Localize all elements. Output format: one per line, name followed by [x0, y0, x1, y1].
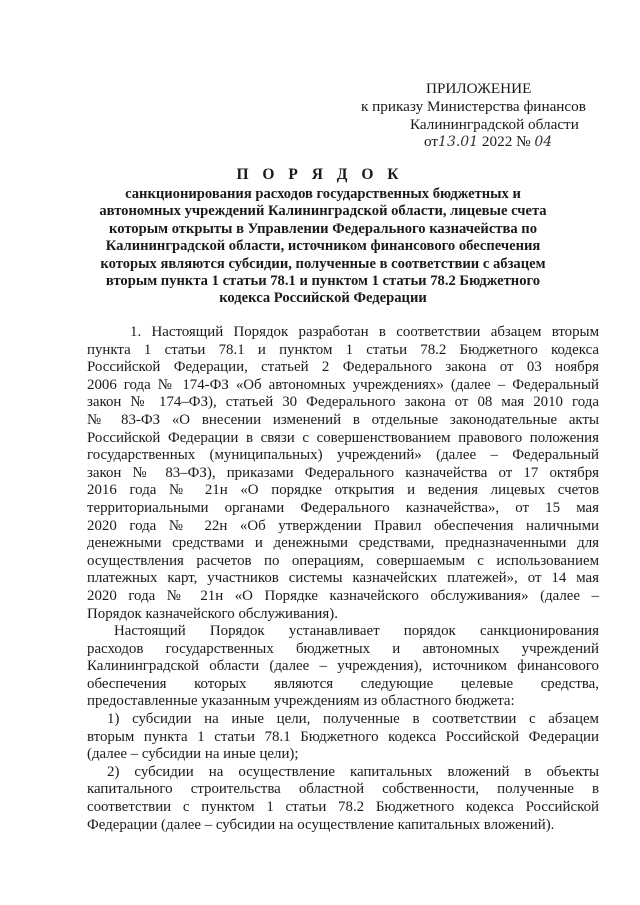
- appendix-region-line: Калининградской области: [410, 115, 579, 133]
- body-line: осуществления расчетов по операциям, совершаемым с использованием: [87, 552, 599, 569]
- body-line: закон № 174–ФЗ), статьей 30 Федерального закона от 08 мая 2010 года: [87, 394, 599, 411]
- body-line: Калининградской области (далее – учреждения), источником финансового: [87, 658, 599, 675]
- body-line: № 83-ФЗ «О внесении изменений в отдельные законодательные акты: [87, 411, 599, 428]
- body-line: 2006 года № 174-ФЗ «Об автономных учреждениях» (далее – Федеральный: [87, 376, 599, 393]
- body-line: Порядок казначейского обслуживания).: [87, 605, 338, 622]
- handwritten-date: 13.01: [438, 134, 479, 151]
- appendix-date-line: [352, 133, 602, 152]
- body-line: закон № 83–ФЗ), приказами Федерального казначейства от 17 октября: [87, 464, 599, 481]
- body-line: платежных карт, участников системы казначейских платежей», от 14 мая: [87, 570, 599, 587]
- subtitle-line: кодекса Российской Федерации: [219, 290, 427, 307]
- body-line: денежными средствами и денежными средствами, предназначенными для: [87, 535, 599, 552]
- subtitle-line: Калининградской области, источником финансового обеспечения: [105, 238, 541, 255]
- body-line: Российской Федерации в связи с совершенствованием правового положения: [87, 429, 599, 446]
- body-line: (далее – субсидии на иные цели);: [87, 746, 299, 763]
- year-number-label: 2022 №: [481, 133, 531, 151]
- body-line: 2016 года № 21н «О порядке открытия и ведения лицевых счетов: [87, 482, 599, 499]
- appendix-header: [352, 80, 602, 152]
- body-line: 2020 года № 21н «О Порядке казначейского обслуживания» (далее –: [87, 587, 599, 604]
- body-line: Федерации (далее – субсидии на осуществление капитальных вложений).: [87, 816, 555, 833]
- body-line: капитального строительства областной собственности, полученные в: [87, 781, 599, 798]
- body-line: вторым пункта 1 статьи 78.1 Бюджетного кодекса Российской Федерации: [87, 728, 599, 745]
- body-line: 1. Настоящий Порядок разработан в соответствии абзацем вторым: [130, 324, 599, 340]
- subtitle-line: санкционирования расходов государственных бюджетных и: [125, 186, 521, 202]
- document-subtitle: [95, 186, 551, 308]
- subtitle-line: вторым пункта 1 статьи 78.1 и пунктом 1 статьи 78.2 Бюджетного: [105, 273, 541, 290]
- body-line: соответствии с пунктом 1 статьи 78.2 Бюджетного кодекса Российской: [87, 799, 599, 816]
- appendix-order-line: к приказу Министерства финансов: [361, 97, 586, 115]
- subtitle-line: автономных учреждений Калининградской области, лицевые счета: [99, 203, 547, 220]
- appendix-title: ПРИЛОЖЕНИЕ: [426, 80, 532, 97]
- date-prefix: от: [424, 133, 439, 151]
- body-line: пункта 1 статьи 78.1 и пунктом 1 статьи 78.2 Бюджетного кодекса: [87, 341, 599, 358]
- subtitle-line: которых являются субсидии, полученные в соответствии с абзацем: [100, 255, 546, 272]
- body-line: 2020 года № 22н «Об утверждении Правил обеспечения наличными: [87, 517, 599, 534]
- body-line: 2) субсидии на осуществление капитальных вложений в объекты: [107, 763, 599, 780]
- body-line: обеспечения которых являются следующие целевые средства,: [87, 675, 599, 692]
- body-line: территориальными органами Федерального казначейства», от 15 мая: [87, 499, 599, 516]
- body-line: Настоящий Порядок устанавливает порядок санкционирования: [114, 623, 599, 640]
- body-line: государственных (муниципальных) учреждений» (далее – Федеральный: [87, 447, 599, 464]
- handwritten-number: 04: [534, 134, 553, 151]
- body-line: расходов государственных бюджетных и автономных учреждений: [87, 640, 599, 657]
- body-line: Российской Федерации, статьей 2 Федерального закона от 03 ноября: [87, 359, 599, 376]
- body-line: 1) субсидии на иные цели, полученные в соответствии с абзацем: [107, 711, 599, 728]
- document-body: [87, 324, 599, 834]
- document-title: П О Р Я Д О К: [236, 166, 404, 183]
- subtitle-line: которым открыты в Управлении Федерального казначейства по: [109, 220, 537, 237]
- body-line: предоставленные указанным учреждениям из областного бюджета:: [87, 693, 515, 710]
